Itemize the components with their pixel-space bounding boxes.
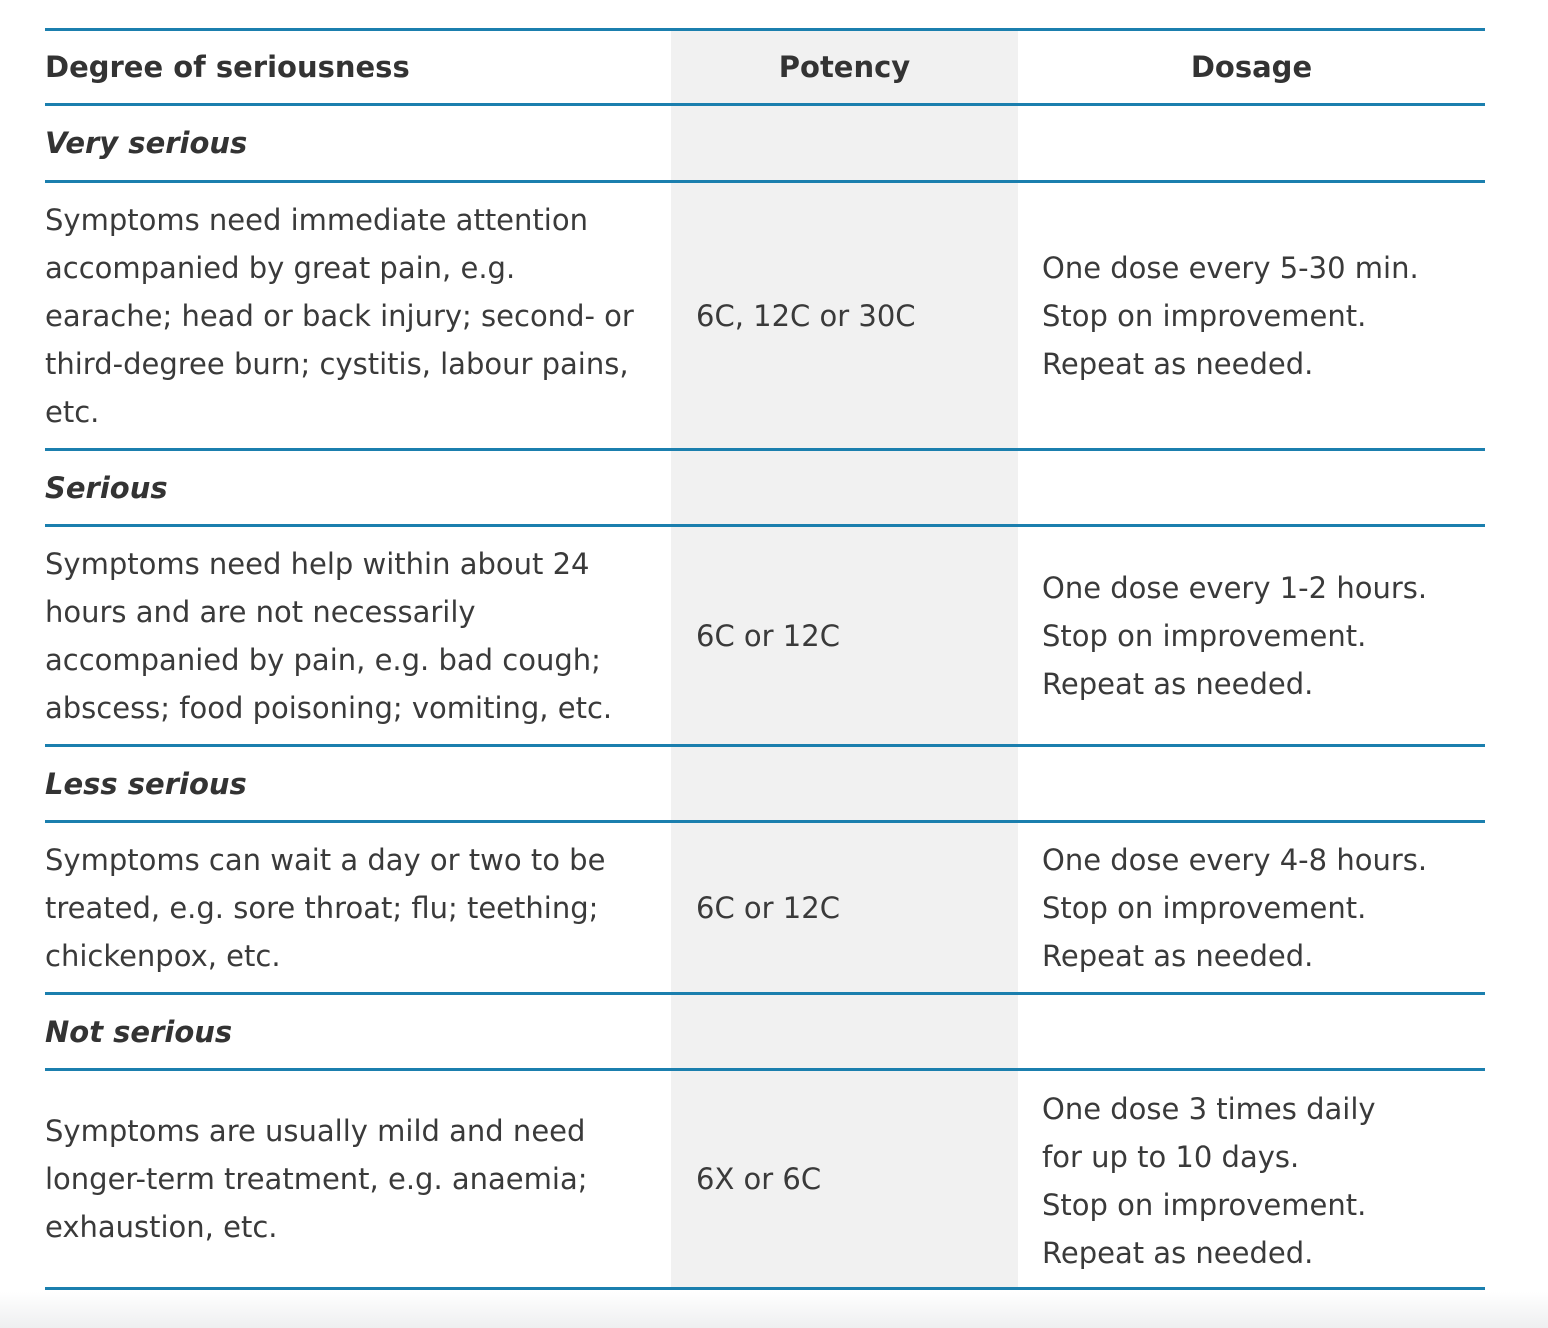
- dosage-very-serious: One dose every 5-30 min. Stop on improvement. Repeat as needed.: [1042, 250, 1419, 381]
- table-bottom-rule: [45, 1287, 1485, 1290]
- potency-very-serious: 6C, 12C or 30C: [696, 298, 916, 333]
- description-very-serious: Symptoms need immediate attention accompanied by great pain, e.g. earache; head or back injury; second- or third-degree burn; cystitis, labour pains, etc.: [45, 203, 634, 429]
- dosage-serious: One dose every 1-2 hours. Stop on improvement. Repeat as needed.: [1042, 570, 1428, 701]
- description-not-serious: Symptoms are usually mild and need longer-term treatment, e.g. anaemia; exhaustion, etc.: [45, 1114, 588, 1244]
- description-serious: Symptoms need help within about 24 hours and are not necessarily accompanied by pain, e.g. bad cough; abscess; food poisoning; vomiting, etc.: [45, 547, 613, 725]
- dosage-less-serious: One dose every 4-8 hours. Stop on improvement. Repeat as needed.: [1042, 842, 1428, 973]
- category-less-serious: Less serious: [45, 766, 247, 801]
- header-dosage: Dosage: [1190, 50, 1313, 84]
- page-bottom-shade: [0, 1292, 1548, 1328]
- header-degree-of-seriousness: Degree of seriousness: [45, 50, 410, 84]
- category-not-serious: Not serious: [45, 1014, 233, 1049]
- potency-not-serious: 6X or 6C: [696, 1162, 822, 1196]
- header-potency: Potency: [778, 50, 911, 84]
- potency-less-serious: 6C or 12C: [696, 890, 840, 925]
- category-very-serious: Very serious: [45, 126, 248, 160]
- description-less-serious: Symptoms can wait a day or two to be treated, e.g. sore throat; flu; teething; chickenpox, etc.: [45, 842, 606, 973]
- potency-serious: 6C or 12C: [696, 618, 840, 653]
- category-serious: Serious: [45, 470, 168, 505]
- dosage-not-serious: One dose 3 times daily for up to 10 days. Stop on improvement. Repeat as needed.: [1042, 1092, 1376, 1270]
